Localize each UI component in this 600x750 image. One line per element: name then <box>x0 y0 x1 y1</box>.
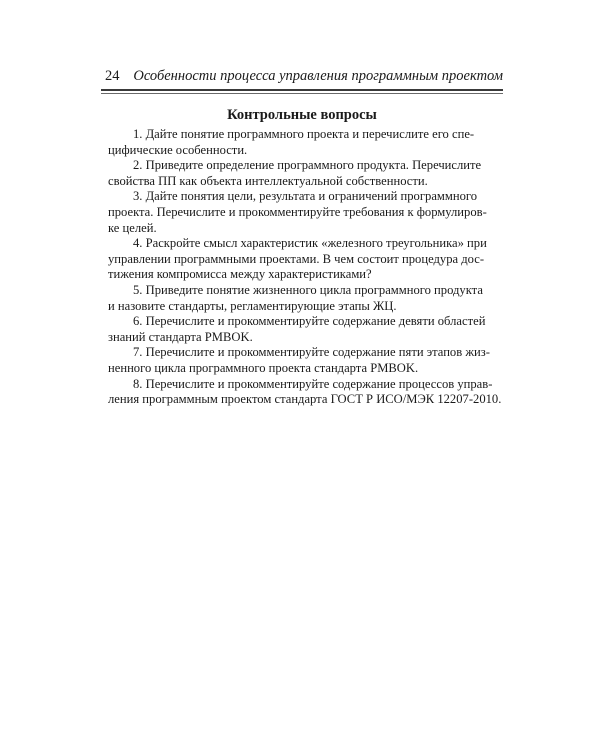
question-item <box>108 189 500 236</box>
question-item <box>108 377 500 408</box>
question-line: ке целей. <box>108 220 157 235</box>
question-line: 4. Раскройте смысл характеристик «железного треугольника» при <box>133 236 487 251</box>
running-header-title: Особенности процесса управления программным проектом <box>133 68 503 84</box>
question-item <box>108 158 500 189</box>
header-rule-thick <box>101 89 503 91</box>
question-line: ненного цикла программного проекта стандарта PMBOK. <box>108 360 419 375</box>
question-item <box>108 314 500 345</box>
question-item <box>108 283 500 314</box>
question-line: 7. Перечислите и прокомментируйте содержание пяти этапов жиз- <box>133 345 490 360</box>
running-header <box>101 68 503 88</box>
question-line: проекта. Перечислите и прокомментируйте требования к формулиров- <box>108 204 487 219</box>
section-title: Контрольные вопросы <box>227 107 377 123</box>
question-line: 2. Приведите определение программного продукта. Перечислите <box>133 158 482 173</box>
question-line: 1. Дайте понятие программного проекта и перечислите его спе- <box>133 127 475 141</box>
header-rule-thin <box>101 93 503 94</box>
question-line: 3. Дайте понятия цели, результата и ограничений программного <box>133 189 478 204</box>
question-line: 5. Приведите понятие жизненного цикла программного продукта <box>133 282 483 297</box>
question-line: тижения компромисса между характеристиками? <box>108 267 372 282</box>
question-line: ления программным проектом стандарта ГОСТ Р ИСО/МЭК 12207-2010. <box>108 392 502 407</box>
question-line: и назовите стандарты, регламентирующие этапы ЖЦ. <box>108 298 397 313</box>
question-line: свойства ПП как объекта интеллектуальной собственности. <box>108 173 428 188</box>
question-item <box>108 127 500 158</box>
questions-list <box>108 127 500 408</box>
question-item <box>108 345 500 376</box>
question-line: цифические особенности. <box>108 142 248 157</box>
question-item <box>108 236 500 283</box>
question-line: управлении программными проектами. В чем состоит процедура дос- <box>108 251 485 266</box>
page-number: 24 <box>105 68 120 84</box>
question-line: 8. Перечислите и прокомментируйте содержание процессов управ- <box>133 376 493 391</box>
question-line: знаний стандарта PMBOK. <box>108 329 253 344</box>
question-line: 6. Перечислите и прокомментируйте содержание девяти областей <box>133 314 486 329</box>
